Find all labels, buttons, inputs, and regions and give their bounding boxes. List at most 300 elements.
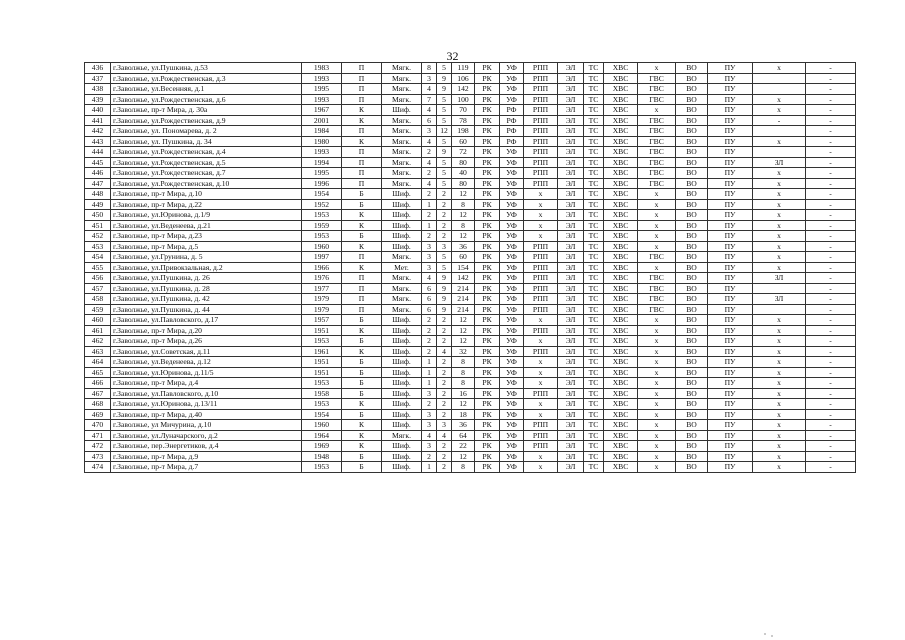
cell-pu: ПУ xyxy=(708,105,753,116)
cell-apartments: 12 xyxy=(452,325,475,336)
cell-wall-material: Б xyxy=(342,367,382,378)
cell-rk: РК xyxy=(475,157,500,168)
cell-wall-material: П xyxy=(342,252,382,263)
cell-drainage: ВО xyxy=(676,115,708,126)
cell-rk: РК xyxy=(475,462,500,473)
cell-floors: 2 xyxy=(437,367,452,378)
cell-year-built: 1964 xyxy=(302,430,342,441)
cell-wall-material: Б xyxy=(342,199,382,210)
cell-wall-material: Б xyxy=(342,451,382,462)
cell-pu: ПУ xyxy=(708,63,753,74)
cell-last: - xyxy=(806,210,856,221)
table-row xyxy=(85,420,856,431)
cell-last: - xyxy=(806,388,856,399)
cell-wall-material: К xyxy=(342,115,382,126)
cell-hot-water: х xyxy=(638,367,676,378)
cell-extra: х xyxy=(753,325,806,336)
cell-year-built: 1954 xyxy=(302,409,342,420)
cell-hot-water: х xyxy=(638,378,676,389)
cell-rpp: РПП xyxy=(524,430,558,441)
cell-uf: РФ xyxy=(500,115,524,126)
cell-year-built: 1984 xyxy=(302,126,342,137)
table-row xyxy=(85,262,856,273)
cell-el: ЭЛ xyxy=(558,136,584,147)
cell-rpp: х xyxy=(524,231,558,242)
cell-roof-type: Шиф. xyxy=(382,378,422,389)
cell-drainage: ВО xyxy=(676,336,708,347)
cell-apartments: 8 xyxy=(452,220,475,231)
cell-extra: х xyxy=(753,105,806,116)
cell-cold-water: ХВС xyxy=(604,367,638,378)
cell-pu: ПУ xyxy=(708,178,753,189)
cell-last: - xyxy=(806,252,856,263)
cell-roof-type: Шиф. xyxy=(382,420,422,431)
cell-ts: ТС xyxy=(584,147,604,158)
cell-row-number: 443 xyxy=(85,136,111,147)
scan-speck xyxy=(764,633,766,635)
cell-address: г.Заволжье, пер.Энергетиков, д.4 xyxy=(111,441,302,452)
cell-hot-water: ГВС xyxy=(638,168,676,179)
cell-rpp: х xyxy=(524,462,558,473)
cell-row-number: 466 xyxy=(85,378,111,389)
cell-drainage: ВО xyxy=(676,325,708,336)
cell-uf: УФ xyxy=(500,283,524,294)
cell-extra: х xyxy=(753,420,806,431)
cell-floors: 2 xyxy=(437,231,452,242)
cell-apartments: 22 xyxy=(452,441,475,452)
table-row xyxy=(85,462,856,473)
table-row xyxy=(85,399,856,410)
cell-last: - xyxy=(806,315,856,326)
cell-uf: УФ xyxy=(500,367,524,378)
cell-cold-water: ХВС xyxy=(604,157,638,168)
cell-row-number: 461 xyxy=(85,325,111,336)
cell-rpp: РПП xyxy=(524,273,558,284)
cell-cold-water: ХВС xyxy=(604,199,638,210)
cell-entrances: 2 xyxy=(422,346,437,357)
cell-rk: РК xyxy=(475,399,500,410)
cell-rk: РК xyxy=(475,283,500,294)
cell-address: г.Заволжье, ул.Веденеева, д.21 xyxy=(111,220,302,231)
cell-floors: 4 xyxy=(437,430,452,441)
cell-uf: УФ xyxy=(500,273,524,284)
cell-uf: РФ xyxy=(500,105,524,116)
cell-last: - xyxy=(806,73,856,84)
cell-rpp: х xyxy=(524,220,558,231)
cell-last: - xyxy=(806,126,856,137)
cell-uf: УФ xyxy=(500,388,524,399)
cell-pu: ПУ xyxy=(708,136,753,147)
cell-entrances: 4 xyxy=(422,105,437,116)
cell-extra xyxy=(753,283,806,294)
cell-address: г.Заволжье, пр-т Мира, д.20 xyxy=(111,325,302,336)
cell-year-built: 1967 xyxy=(302,105,342,116)
cell-ts: ТС xyxy=(584,189,604,200)
cell-address: г.Заволжье, ул.Пушкина, д. 26 xyxy=(111,273,302,284)
cell-entrances: 8 xyxy=(422,63,437,74)
cell-year-built: 1976 xyxy=(302,273,342,284)
cell-pu: ПУ xyxy=(708,378,753,389)
cell-roof-type: Мягк. xyxy=(382,304,422,315)
cell-roof-type: Шиф. xyxy=(382,189,422,200)
cell-ts: ТС xyxy=(584,178,604,189)
cell-last: - xyxy=(806,63,856,74)
cell-row-number: 449 xyxy=(85,199,111,210)
cell-floors: 12 xyxy=(437,126,452,137)
cell-pu: ПУ xyxy=(708,315,753,326)
table-row xyxy=(85,451,856,462)
cell-rk: РК xyxy=(475,336,500,347)
cell-row-number: 447 xyxy=(85,178,111,189)
cell-el: ЭЛ xyxy=(558,399,584,410)
cell-apartments: 142 xyxy=(452,273,475,284)
cell-ts: ТС xyxy=(584,367,604,378)
cell-pu: ПУ xyxy=(708,199,753,210)
cell-apartments: 119 xyxy=(452,63,475,74)
cell-pu: ПУ xyxy=(708,399,753,410)
cell-drainage: ВО xyxy=(676,420,708,431)
cell-apartments: 70 xyxy=(452,105,475,116)
table-row xyxy=(85,336,856,347)
cell-wall-material: К xyxy=(342,220,382,231)
cell-last: - xyxy=(806,262,856,273)
cell-extra: х xyxy=(753,94,806,105)
cell-rk: РК xyxy=(475,105,500,116)
cell-hot-water: х xyxy=(638,346,676,357)
cell-extra xyxy=(753,147,806,158)
cell-el: ЭЛ xyxy=(558,147,584,158)
cell-wall-material: Б xyxy=(342,189,382,200)
cell-rpp: РПП xyxy=(524,168,558,179)
cell-ts: ТС xyxy=(584,378,604,389)
cell-floors: 9 xyxy=(437,147,452,158)
cell-last: - xyxy=(806,94,856,105)
cell-extra: х xyxy=(753,346,806,357)
cell-pu: ПУ xyxy=(708,168,753,179)
cell-rpp: РПП xyxy=(524,304,558,315)
cell-pu: ПУ xyxy=(708,325,753,336)
cell-row-number: 440 xyxy=(85,105,111,116)
cell-entrances: 2 xyxy=(422,210,437,221)
cell-rpp: х xyxy=(524,357,558,368)
cell-roof-type: Мягк. xyxy=(382,273,422,284)
cell-rpp: РПП xyxy=(524,147,558,158)
cell-el: ЭЛ xyxy=(558,357,584,368)
cell-drainage: ВО xyxy=(676,346,708,357)
cell-hot-water: ГВС xyxy=(638,94,676,105)
cell-uf: УФ xyxy=(500,409,524,420)
cell-drainage: ВО xyxy=(676,441,708,452)
cell-rpp: РПП xyxy=(524,94,558,105)
cell-year-built: 1994 xyxy=(302,157,342,168)
cell-row-number: 451 xyxy=(85,220,111,231)
cell-rk: РК xyxy=(475,409,500,420)
table-row xyxy=(85,63,856,74)
table-row xyxy=(85,283,856,294)
cell-cold-water: ХВС xyxy=(604,147,638,158)
cell-address: г.Заволжье, ул.Рождественская, д.4 xyxy=(111,147,302,158)
table-row xyxy=(85,346,856,357)
table-row xyxy=(85,315,856,326)
cell-row-number: 445 xyxy=(85,157,111,168)
cell-hot-water: х xyxy=(638,430,676,441)
cell-year-built: 1997 xyxy=(302,252,342,263)
cell-rk: РК xyxy=(475,126,500,137)
cell-address: г.Заволжье, ул.Павловского, д.10 xyxy=(111,388,302,399)
table-row xyxy=(85,94,856,105)
cell-floors: 2 xyxy=(437,315,452,326)
cell-ts: ТС xyxy=(584,273,604,284)
cell-pu: ПУ xyxy=(708,430,753,441)
cell-hot-water: х xyxy=(638,315,676,326)
cell-ts: ТС xyxy=(584,241,604,252)
cell-cold-water: ХВС xyxy=(604,84,638,95)
cell-entrances: 1 xyxy=(422,367,437,378)
cell-address: г.Заволжье, ул.Рождественская, д.9 xyxy=(111,115,302,126)
cell-apartments: 214 xyxy=(452,283,475,294)
cell-drainage: ВО xyxy=(676,189,708,200)
cell-rk: РК xyxy=(475,199,500,210)
cell-hot-water: х xyxy=(638,189,676,200)
cell-hot-water: х xyxy=(638,231,676,242)
cell-cold-water: ХВС xyxy=(604,231,638,242)
cell-address: г.Заволжье, ул. Пушкина, д. 34 xyxy=(111,136,302,147)
cell-apartments: 8 xyxy=(452,378,475,389)
cell-el: ЭЛ xyxy=(558,304,584,315)
table-row xyxy=(85,231,856,242)
cell-rk: РК xyxy=(475,73,500,84)
cell-entrances: 3 xyxy=(422,420,437,431)
cell-hot-water: ГВС xyxy=(638,136,676,147)
cell-hot-water: х xyxy=(638,451,676,462)
cell-extra xyxy=(753,126,806,137)
cell-roof-type: Мягк. xyxy=(382,84,422,95)
table-row xyxy=(85,357,856,368)
cell-ts: ТС xyxy=(584,346,604,357)
table-row xyxy=(85,304,856,315)
cell-uf: УФ xyxy=(500,94,524,105)
cell-rpp: РПП xyxy=(524,283,558,294)
cell-pu: ПУ xyxy=(708,252,753,263)
cell-extra: х xyxy=(753,199,806,210)
cell-hot-water: ГВС xyxy=(638,178,676,189)
cell-wall-material: К xyxy=(342,325,382,336)
cell-ts: ТС xyxy=(584,325,604,336)
cell-year-built: 1977 xyxy=(302,283,342,294)
cell-hot-water: х xyxy=(638,388,676,399)
cell-pu: ПУ xyxy=(708,94,753,105)
cell-wall-material: Б xyxy=(342,409,382,420)
cell-drainage: ВО xyxy=(676,304,708,315)
cell-drainage: ВО xyxy=(676,73,708,84)
cell-wall-material: Б xyxy=(342,336,382,347)
cell-last: - xyxy=(806,273,856,284)
cell-row-number: 474 xyxy=(85,462,111,473)
cell-apartments: 100 xyxy=(452,94,475,105)
cell-el: ЭЛ xyxy=(558,210,584,221)
cell-ts: ТС xyxy=(584,168,604,179)
cell-apartments: 8 xyxy=(452,367,475,378)
cell-year-built: 1958 xyxy=(302,388,342,399)
table-row xyxy=(85,220,856,231)
cell-rpp: РПП xyxy=(524,105,558,116)
cell-rpp: РПП xyxy=(524,294,558,305)
cell-cold-water: ХВС xyxy=(604,136,638,147)
cell-drainage: ВО xyxy=(676,462,708,473)
cell-last: - xyxy=(806,84,856,95)
cell-drainage: ВО xyxy=(676,367,708,378)
cell-extra xyxy=(753,84,806,95)
cell-apartments: 80 xyxy=(452,157,475,168)
cell-rpp: х xyxy=(524,367,558,378)
cell-extra: х xyxy=(753,388,806,399)
cell-last: - xyxy=(806,147,856,158)
cell-wall-material: Б xyxy=(342,462,382,473)
cell-row-number: 455 xyxy=(85,262,111,273)
cell-uf: УФ xyxy=(500,399,524,410)
cell-cold-water: ХВС xyxy=(604,252,638,263)
cell-el: ЭЛ xyxy=(558,241,584,252)
cell-address: г.Заволжье, ул.Луначарского, д.2 xyxy=(111,430,302,441)
cell-cold-water: ХВС xyxy=(604,63,638,74)
cell-address: г.Заволжье, пр-т Мира, д.22 xyxy=(111,199,302,210)
cell-rpp: РПП xyxy=(524,325,558,336)
cell-hot-water: ГВС xyxy=(638,304,676,315)
cell-roof-type: Мягк. xyxy=(382,157,422,168)
cell-entrances: 2 xyxy=(422,336,437,347)
cell-drainage: ВО xyxy=(676,252,708,263)
cell-last: - xyxy=(806,178,856,189)
cell-roof-type: Мягк. xyxy=(382,168,422,179)
cell-pu: ПУ xyxy=(708,273,753,284)
cell-cold-water: ХВС xyxy=(604,126,638,137)
cell-ts: ТС xyxy=(584,336,604,347)
cell-address: г.Заволжье, ул.Пушкина, д. 42 xyxy=(111,294,302,305)
cell-pu: ПУ xyxy=(708,189,753,200)
cell-floors: 2 xyxy=(437,189,452,200)
table-row xyxy=(85,441,856,452)
cell-cold-water: ХВС xyxy=(604,220,638,231)
cell-row-number: 459 xyxy=(85,304,111,315)
cell-uf: УФ xyxy=(500,73,524,84)
cell-entrances: 4 xyxy=(422,273,437,284)
cell-drainage: ВО xyxy=(676,126,708,137)
cell-uf: УФ xyxy=(500,336,524,347)
cell-pu: ПУ xyxy=(708,462,753,473)
cell-entrances: 2 xyxy=(422,168,437,179)
table-row xyxy=(85,136,856,147)
cell-wall-material: Б xyxy=(342,388,382,399)
cell-drainage: ВО xyxy=(676,283,708,294)
table-row xyxy=(85,168,856,179)
table-row xyxy=(85,115,856,126)
cell-address: г.Заволжье, ул.Весенняя, д.1 xyxy=(111,84,302,95)
cell-floors: 2 xyxy=(437,378,452,389)
cell-uf: УФ xyxy=(500,294,524,305)
cell-hot-water: ГВС xyxy=(638,283,676,294)
cell-pu: ПУ xyxy=(708,73,753,84)
cell-cold-water: ХВС xyxy=(604,462,638,473)
cell-apartments: 214 xyxy=(452,294,475,305)
cell-year-built: 1957 xyxy=(302,315,342,326)
table-row xyxy=(85,126,856,137)
cell-apartments: 214 xyxy=(452,304,475,315)
cell-entrances: 2 xyxy=(422,147,437,158)
cell-wall-material: П xyxy=(342,168,382,179)
cell-last: - xyxy=(806,367,856,378)
cell-roof-type: Шиф. xyxy=(382,462,422,473)
cell-hot-water: ГВС xyxy=(638,73,676,84)
cell-year-built: 1952 xyxy=(302,199,342,210)
cell-entrances: 6 xyxy=(422,294,437,305)
cell-row-number: 448 xyxy=(85,189,111,200)
cell-entrances: 6 xyxy=(422,283,437,294)
cell-pu: ПУ xyxy=(708,357,753,368)
cell-address: г.Заволжье, пр-т Мира, д.5 xyxy=(111,241,302,252)
cell-entrances: 2 xyxy=(422,231,437,242)
cell-ts: ТС xyxy=(584,199,604,210)
cell-pu: ПУ xyxy=(708,157,753,168)
cell-floors: 5 xyxy=(437,157,452,168)
cell-address: г.Заволжье, ул.Рождественская, д.5 xyxy=(111,157,302,168)
cell-address: г.Заволжье, пр-т Мира, д.26 xyxy=(111,336,302,347)
cell-uf: УФ xyxy=(500,430,524,441)
cell-ts: ТС xyxy=(584,105,604,116)
cell-uf: УФ xyxy=(500,304,524,315)
table-row xyxy=(85,367,856,378)
cell-el: ЭЛ xyxy=(558,84,584,95)
cell-year-built: 1993 xyxy=(302,94,342,105)
cell-entrances: 4 xyxy=(422,157,437,168)
cell-uf: УФ xyxy=(500,252,524,263)
cell-row-number: 473 xyxy=(85,451,111,462)
cell-cold-water: ХВС xyxy=(604,168,638,179)
cell-row-number: 458 xyxy=(85,294,111,305)
cell-extra: х xyxy=(753,136,806,147)
cell-hot-water: х xyxy=(638,357,676,368)
cell-rpp: РПП xyxy=(524,252,558,263)
page-number: 32 xyxy=(446,49,459,63)
cell-el: ЭЛ xyxy=(558,430,584,441)
cell-hot-water: ГВС xyxy=(638,294,676,305)
cell-apartments: 64 xyxy=(452,430,475,441)
cell-roof-type: Мягк. xyxy=(382,283,422,294)
table-row xyxy=(85,273,856,284)
cell-address: г.Заволжье, ул. Пономарева, д. 2 xyxy=(111,126,302,137)
cell-rpp: РПП xyxy=(524,420,558,431)
cell-roof-type: Шиф. xyxy=(382,367,422,378)
cell-apartments: 12 xyxy=(452,189,475,200)
cell-cold-water: ХВС xyxy=(604,283,638,294)
cell-roof-type: Мягк. xyxy=(382,147,422,158)
cell-el: ЭЛ xyxy=(558,73,584,84)
cell-last: - xyxy=(806,115,856,126)
cell-rpp: РПП xyxy=(524,126,558,137)
cell-wall-material: П xyxy=(342,178,382,189)
cell-extra: х xyxy=(753,315,806,326)
cell-pu: ПУ xyxy=(708,147,753,158)
cell-row-number: 450 xyxy=(85,210,111,221)
cell-drainage: ВО xyxy=(676,273,708,284)
cell-rk: РК xyxy=(475,357,500,368)
cell-extra xyxy=(753,304,806,315)
cell-year-built: 1951 xyxy=(302,367,342,378)
cell-floors: 9 xyxy=(437,84,452,95)
cell-rk: РК xyxy=(475,231,500,242)
cell-row-number: 464 xyxy=(85,357,111,368)
cell-cold-water: ХВС xyxy=(604,346,638,357)
cell-address: г.Заволжье, пр-т Мира, д.23 xyxy=(111,231,302,242)
